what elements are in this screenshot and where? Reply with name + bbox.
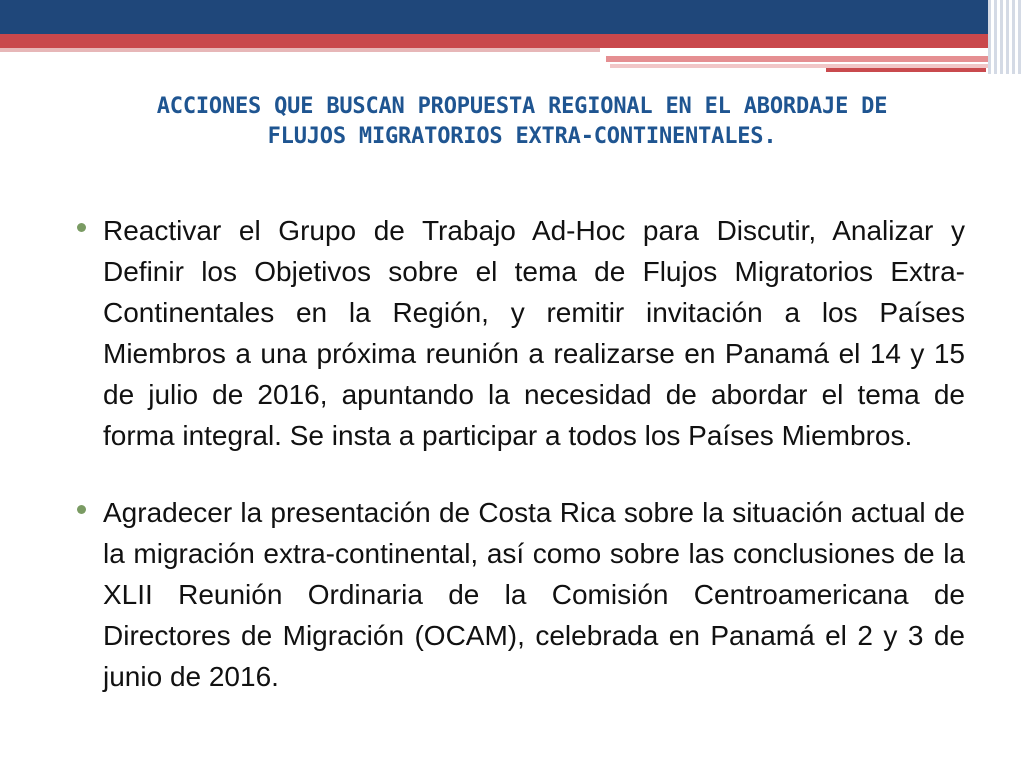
header-navy-band [0, 0, 1024, 34]
bullet-item [77, 210, 965, 456]
header-accent-line [606, 56, 994, 62]
bullet-text: Reactivar el Grupo de Trabajo Ad-Hoc para Discutir, Analizar y Definir los Objetivos sobre el tema de Flujos Migratorios Extra-Continentales en la Región, y remitir invitación a los Países Miembros a una próxima reunión a realizarse en Panamá el 14 y 15 de julio de 2016, apuntando la necesidad de abordar el tema de forma integral. Se insta a participar a todos los Países Miembros. [103, 215, 965, 451]
bullet-text: Agradecer la presentación de Costa Rica sobre la situación actual de la migración extra-continental, así como sobre las conclusiones de la XLII Reunión Ordinaria de la Comisión Centroamericana de Directores de Migración (OCAM), celebrada en Panamá el 2 y 3 de junio de 2016. [103, 497, 965, 692]
bullet-item [77, 492, 965, 697]
bullet-list [77, 210, 965, 733]
slide-title [62, 92, 982, 152]
header-accent-line [826, 68, 986, 72]
header-red-band [0, 34, 1024, 48]
slide-title-line: FLUJOS MIGRATORIOS EXTRA-CONTINENTALES. [267, 124, 777, 149]
bullet-dot-icon [77, 223, 86, 232]
header-decoration [0, 0, 1024, 74]
header-pink-band [0, 48, 600, 52]
header-stripes [988, 0, 1024, 74]
bullet-dot-icon [77, 505, 86, 514]
slide-title-line: ACCIONES QUE BUSCAN PROPUESTA REGIONAL EN EL ABORDAJE DE [156, 94, 888, 119]
